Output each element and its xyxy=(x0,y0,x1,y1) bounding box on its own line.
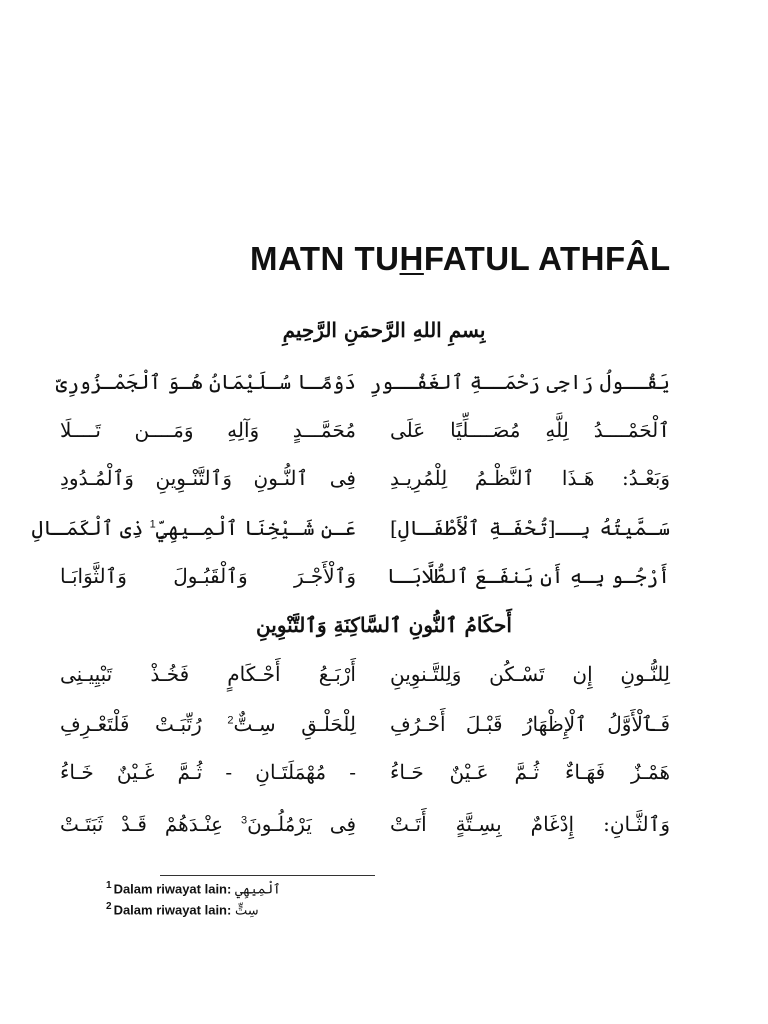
verse-row xyxy=(60,564,670,598)
verse-row xyxy=(31,516,670,550)
verse-second-hemistich: وَٱلْأَجْـرَ وَٱلْقَبُـولَ وَٱلثَّوَابَـا xyxy=(60,564,356,588)
hemistich-part: رُتِّبَـتْ فَلْتَعْـرِفِ xyxy=(60,712,202,736)
verse-second-hemistich xyxy=(60,812,356,836)
verse-second-hemistich xyxy=(60,712,356,736)
title-underlined-letter: H xyxy=(399,240,424,277)
verse-first-hemistich: سَـمَّيتُهُ بِــ[تُحْفَـةِ ٱلْأَطْفَـالِ] xyxy=(390,516,670,540)
verse-first-hemistich: وَٱلثَّـانِ: إِدْغَامٌ بِسِـتَّةٍ أَتَـتْ xyxy=(390,812,670,836)
footnote-marker: 3 xyxy=(240,814,248,827)
verse-first-hemistich: وَبَعْـدُ: هَـذَا ٱلنَّظْـمُ لِلْمُرِيـدِ xyxy=(390,466,670,490)
verse-row xyxy=(55,370,670,404)
verse-first-hemistich: فَـٱلْأَوَّلُ ٱلْإِظْهَارُ قَبْـلَ أَحْـرُفِ xyxy=(390,712,670,736)
verse-second-hemistich: أَرْبَـعُ أَحْـكَامٍ فَخُـذْ تَبْيِيـنِى xyxy=(60,662,356,686)
verse-second-hemistich: دَوْمًـا سُـلَيْمَانُ هُـوَ ٱلْجَمْـزُورِىّ xyxy=(55,370,356,394)
verse-second-hemistich xyxy=(31,516,356,540)
footnote-number: 2 xyxy=(106,901,112,912)
verse-second-hemistich: فِى ٱلنُّـونِ وَٱلتَّنْـوِينِ وَٱلْمُـدُودِ xyxy=(60,466,356,490)
footnote-number: 1 xyxy=(106,880,112,891)
verse-first-hemistich: يَقُــولُ رَاجِى رَحْمَــةِ ٱلغَفُــورِ xyxy=(369,370,670,394)
verse-row xyxy=(60,466,670,500)
footnote-divider xyxy=(160,875,375,876)
verse-row xyxy=(60,812,670,846)
footnote-text: Dalam riwayat lain: xyxy=(113,881,232,897)
verse-second-hemistich: - مُهْمَلَتَـانِ - ثُـمَّ غَـيْنٌ خَـاءُ xyxy=(60,760,356,784)
hemistich-part: عَـن شَـيْخِنَا ٱلْمِـيهِيِّ xyxy=(155,516,356,540)
hemistich-part: لِلْحَلْـقِ سِـتٌّ xyxy=(233,712,357,736)
page-title xyxy=(250,240,670,278)
verse-first-hemistich: لِلنُّـونِ إِن تَسْـكُن وَلِلتَّـنوِينِ xyxy=(390,662,670,686)
verse-first-hemistich: ٱلْحَمْــــدُ لِلَّهِ مُصَــــلِّيًا عَلَى xyxy=(390,418,670,442)
title-part: FATUL ATHFÂL xyxy=(423,240,671,277)
hemistich-part: فِى يَرْمُلُـونَ xyxy=(247,812,357,836)
footnote xyxy=(106,901,259,918)
hemistich-part: ذِى ٱلْكَمَـالِ xyxy=(31,516,144,540)
title-part: MATN TU xyxy=(250,240,400,277)
verse-first-hemistich: أَرْجُـو بِـهِ أَن يَنفَـعَ ٱلطُّلَّابَـا xyxy=(386,564,670,588)
verse-row xyxy=(60,418,670,452)
verse-row xyxy=(60,760,670,794)
section-heading: أَحكَامُ ٱلنُّونِ ٱلسَّاكِنَةِ وَٱلتَّنْوِينِ xyxy=(256,613,512,637)
basmala: بِسمِ اللهِ الرَّحمَنِ الرَّحِيمِ xyxy=(282,318,486,342)
verse-row xyxy=(60,712,670,746)
footnote-marker: 2 xyxy=(227,714,234,727)
verse-second-hemistich: مُحَمَّـــدٍ وَآلِهِ وَمَــــن تَــــلَا xyxy=(60,418,356,442)
footnote-arabic: ٱلْمِيهِي xyxy=(234,882,281,898)
verse-row xyxy=(60,662,670,696)
footnote xyxy=(106,880,281,897)
footnote-marker: 1 xyxy=(149,518,156,531)
hemistich-part: عِنْـدَهُمْ قَـدْ ثَبَتَـتْ xyxy=(60,812,224,836)
footnote-arabic: سِتٍّ xyxy=(234,903,259,919)
footnote-text: Dalam riwayat lain: xyxy=(113,902,232,918)
verse-first-hemistich: هَمْـزٌ فَهَـاءٌ ثُـمَّ عَـيْنٌ حَـاءُ xyxy=(390,760,670,784)
